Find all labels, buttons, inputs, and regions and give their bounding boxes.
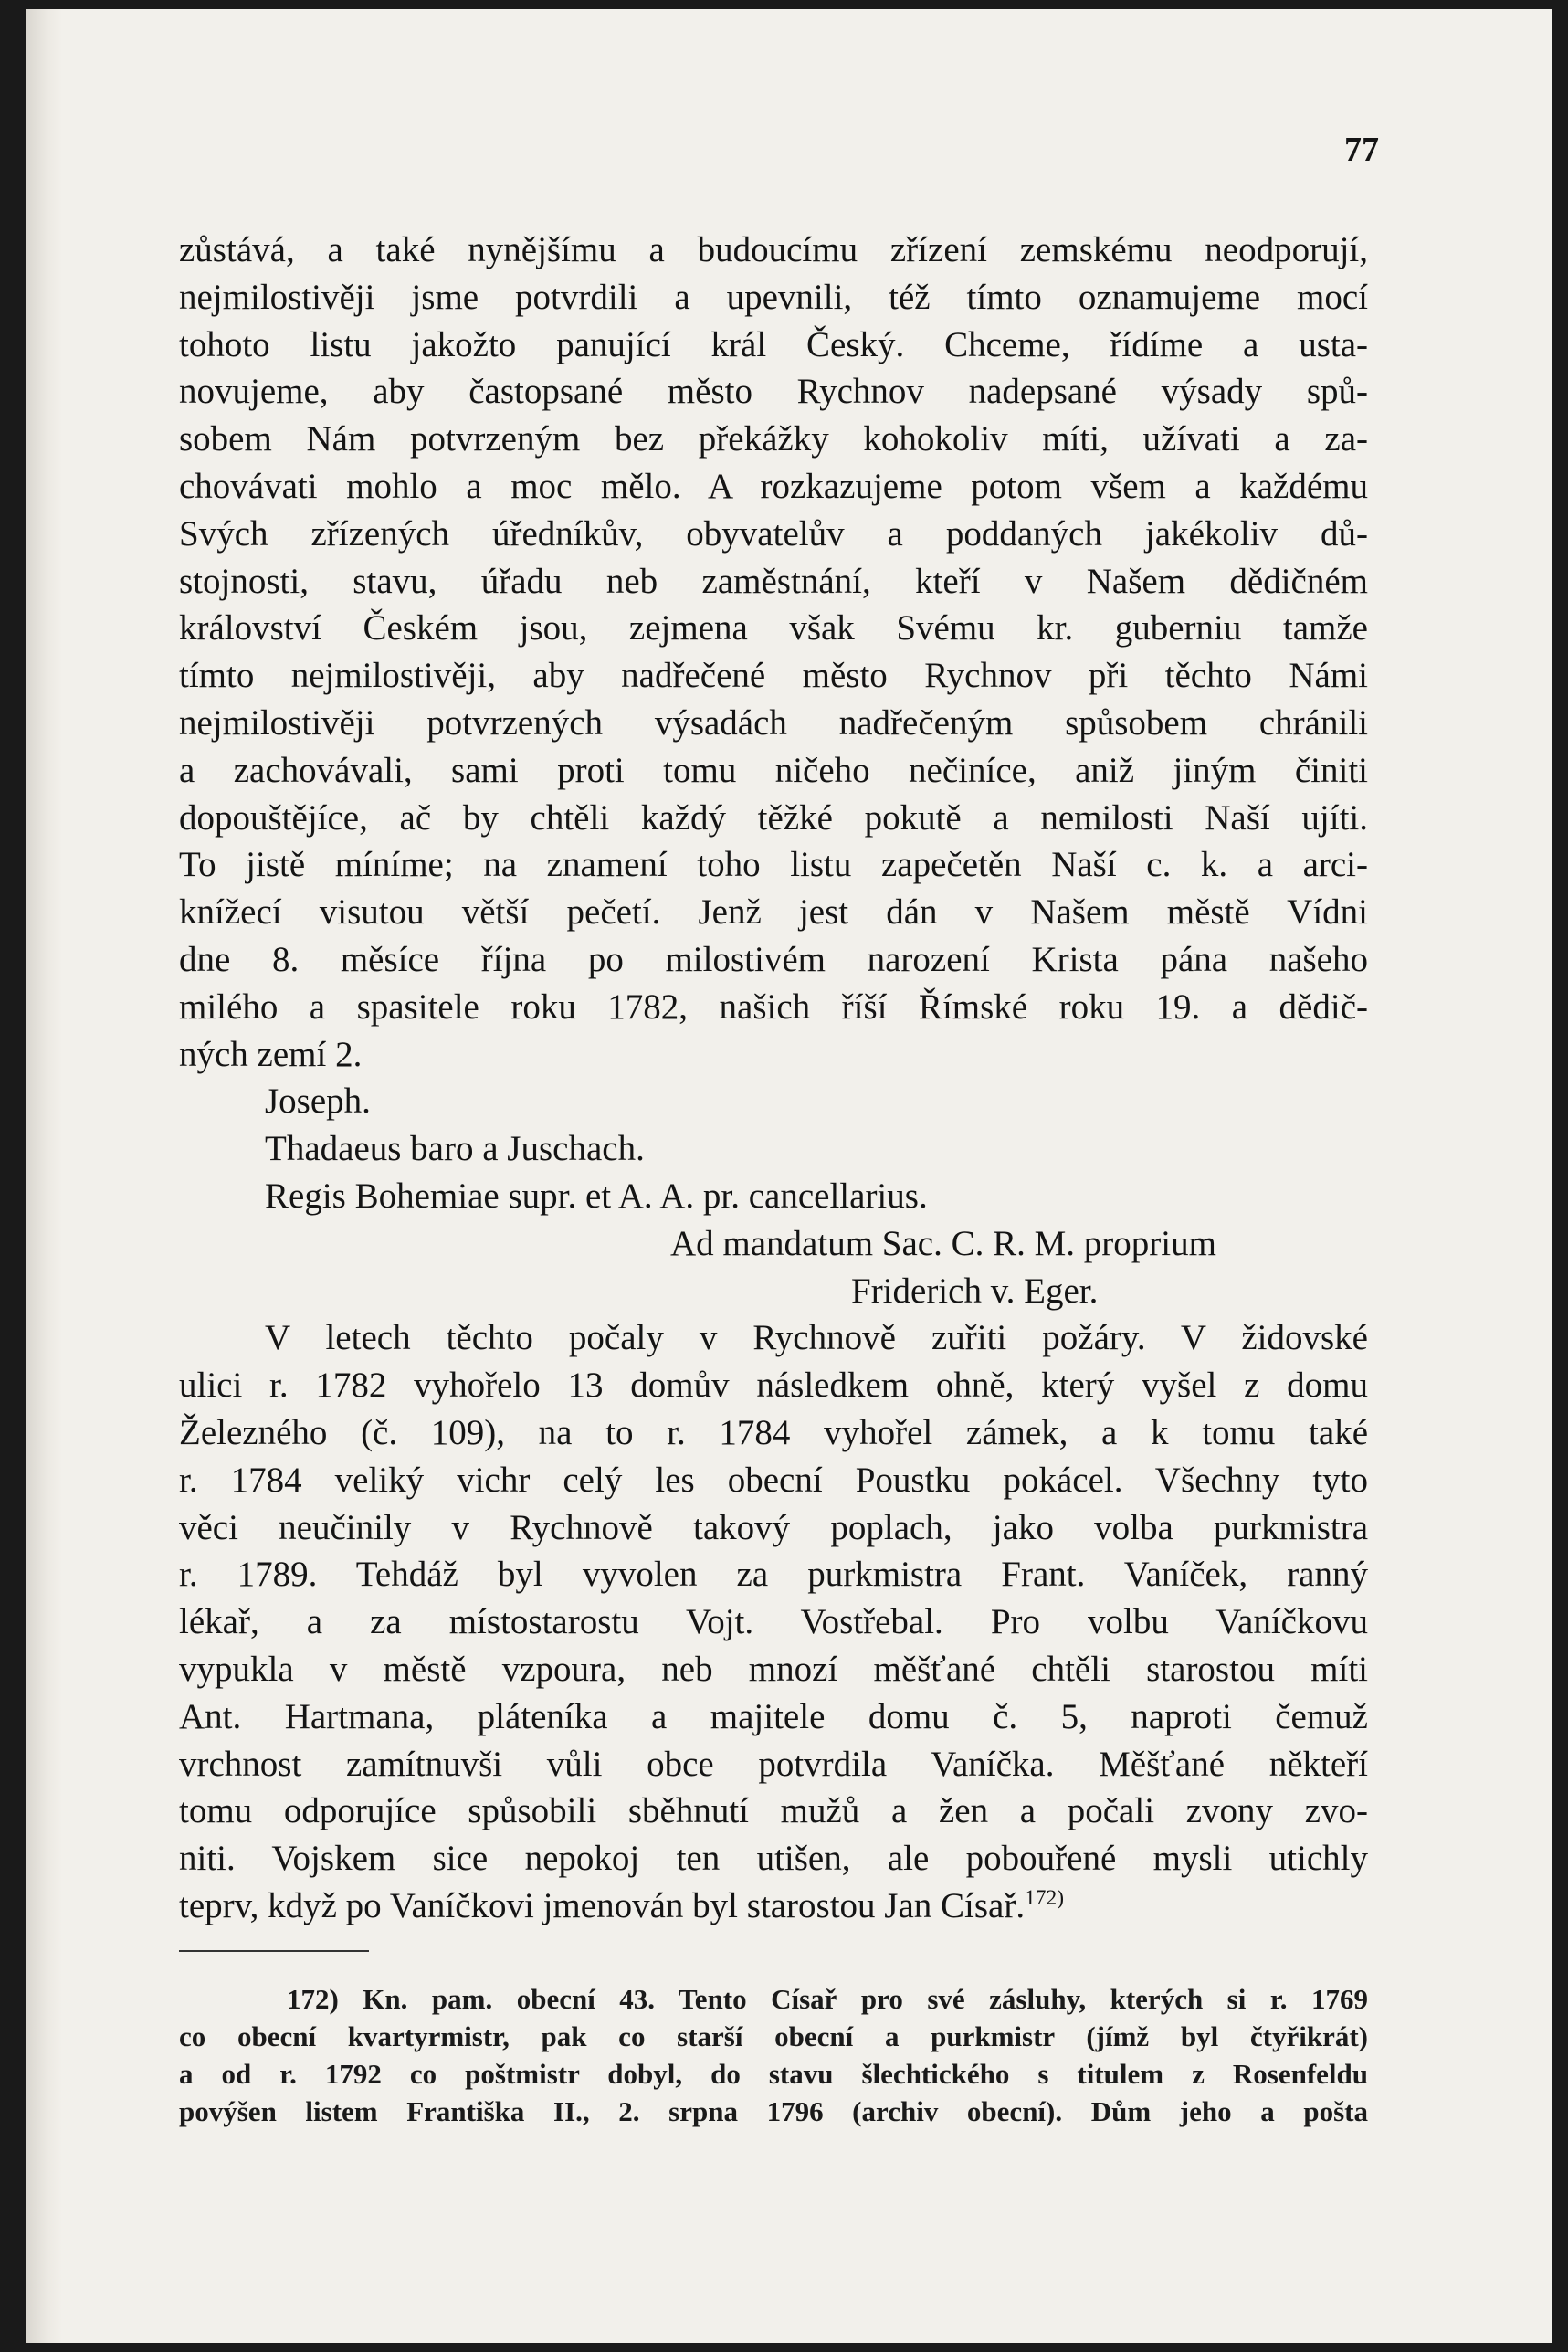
text-line: nejmilostivěji jsme potvrdili a upevnili, též tímto oznamujeme mocí (179, 277, 1368, 317)
paragraph-line: r. 1789. Tehdáž byl vyvolen za purkmistra Frant. Vaníček, ranný (179, 1555, 1368, 1595)
signature-thadaeus: Thadaeus baro a Juschach. (265, 1129, 645, 1169)
signature-mandatum: Ad mandatum Sac. C. R. M. proprium (670, 1223, 1216, 1263)
text-line: chovávati mohlo a moc mělo. A rozkazujeme potom všem a každému (179, 466, 1368, 506)
paragraph-line: niti. Vojskem sice nepokoj ten utišen, ale pobouřené mysli utichly (179, 1839, 1368, 1879)
text-line: ných zemí 2. (179, 1034, 363, 1074)
text-line: stojnosti, stavu, úřadu neb zaměstnání, kteří v Našem dědičném (179, 561, 1368, 601)
footnote-reference: 172) (1025, 1885, 1064, 1910)
book-page (26, 9, 1552, 2343)
paragraph-last-text: teprv, když po Vaníčkovi jmenován byl starostou Jan Císař. (179, 1885, 1026, 1925)
paragraph-line: V letech těchto počaly v Rychnově zuřiti požáry. V židovské (265, 1318, 1368, 1358)
text-line: novujeme, aby častopsané město Rychnov nadepsané výsady spů- (179, 372, 1368, 412)
text-line: sobem Nám potvrzeným bez překážky kohokoliv míti, užívati a za- (179, 419, 1368, 459)
text-line: dopouštějíce, ač by chtěli každý těžké pokutě a nemilosti Naší ujíti. (179, 797, 1368, 838)
footnote-line: co obecní kvartyrmistr, pak co starší obecní a purkmistr (jímž byl čtyřikrát) (179, 2020, 1368, 2052)
text-line: Svých zřízených úředníkův, obyvatelův a poddaných jakékoliv dů- (179, 513, 1368, 554)
page-spine-shadow (26, 9, 62, 2343)
paragraph-line: Železného (č. 109), na to r. 1784 vyhořel zámek, a k tomu také (179, 1412, 1368, 1452)
body-text (179, 227, 1368, 1930)
text-line: tohoto listu jakožto panující král Český. Chceme, řídíme a usta- (179, 324, 1368, 364)
page-number: 77 (1344, 131, 1379, 169)
text-line: milého a spasitele roku 1782, našich říší Římské roku 19. a dědič- (179, 986, 1368, 1027)
text-line: zůstává, a také nynějšímu a budoucímu zřízení zemskému neodporují, (179, 230, 1368, 269)
signature-friderich: Friderich v. Eger. (851, 1271, 1099, 1311)
footnote-line: a od r. 1792 co poštmistr dobyl, do stavu šlechtického s titulem z Rosenfeldu (179, 2058, 1368, 2090)
signature-regis: Regis Bohemiae supr. et A. A. pr. cancellarius. (265, 1176, 928, 1216)
paragraph-line: věci neučinily v Rychnově takový poplach, jako volba purkmistra (179, 1507, 1368, 1547)
signature-joseph: Joseph. (265, 1081, 371, 1122)
text-line: nejmilostivěji potvrzených výsadách nadřečeným spůsobem chránili (179, 702, 1368, 743)
footnote-divider (179, 1950, 369, 1952)
text-line: To jistě míníme; na znamení toho listu zapečetěn Naší c. k. a arci- (179, 845, 1368, 885)
paragraph-line: vypukla v městě vzpoura, neb mnozí měšťané chtěli starostou míti (179, 1649, 1368, 1689)
text-line: knížecí visutou větší pečetí. Jenž jest dán v Našem městě Vídni (179, 892, 1368, 933)
footnote (179, 1980, 1368, 2130)
footnote-line: 172) Kn. pam. obecní 43. Tento Císař pro své zásluhy, kterých si r. 1769 (287, 1983, 1368, 2015)
paragraph-line: tomu odporujíce spůsobili sběhnutí mužů a žen a počali zvony zvo- (179, 1791, 1368, 1831)
paragraph-line: lékař, a za místostarostu Vojt. Vostřebal. Pro volbu Vaníčkovu (179, 1602, 1368, 1642)
text-line: království Českém jsou, zejmena však Svému kr. guberniu tamže (179, 608, 1368, 649)
text-line: a zachovávali, sami proti tomu ničeho nečiníce, aniž jiným činiti (179, 750, 1368, 790)
text-line: tímto nejmilostivěji, aby nadřečené město Rychnov při těchto Námi (179, 656, 1368, 696)
paragraph-line: vrchnost zamítnuvši vůli obce potvrdila Vaníčka. Měšťané někteří (179, 1744, 1368, 1784)
footnote-line: povýšen listem Františka II., 2. srpna 1796 (archiv obecní). Dům jeho a pošta (179, 2095, 1368, 2127)
paragraph-line: r. 1784 veliký vichr celý les obecní Poustku pokácel. Všechny tyto (179, 1460, 1368, 1500)
paragraph-line: Ant. Hartmana, pláteníka a majitele domu č. 5, naproti čemuž (179, 1696, 1368, 1736)
text-line: dne 8. měsíce října po milostivém narození Krista pána našeho (179, 939, 1368, 979)
paragraph-last-line (179, 1883, 1368, 1930)
paragraph-line: ulici r. 1782 vyhořelo 13 domův následkem ohně, který vyšel z domu (179, 1366, 1368, 1406)
